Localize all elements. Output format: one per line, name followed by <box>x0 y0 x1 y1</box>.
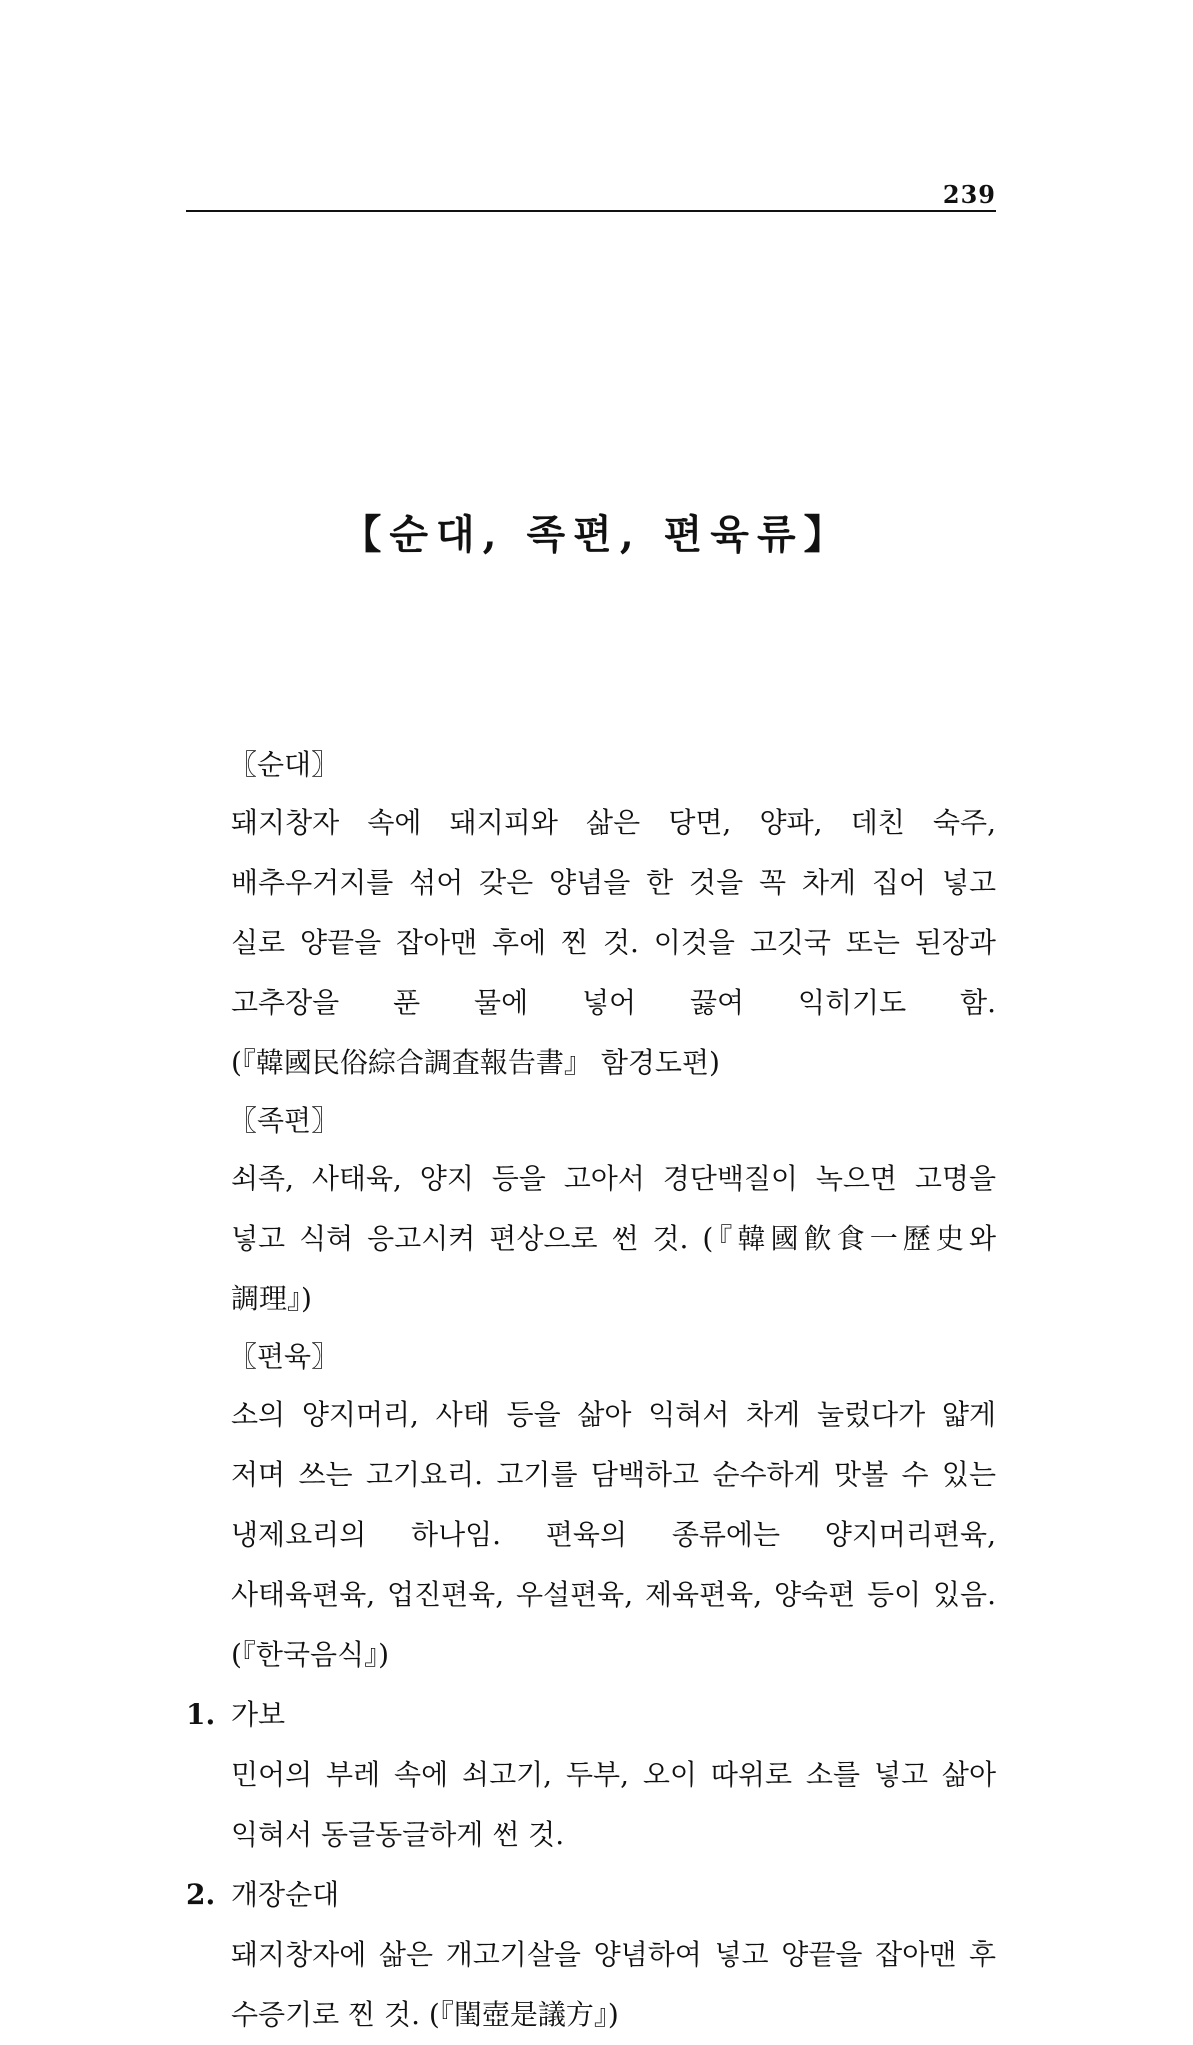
section-text: 소의 양지머리, 사태 등을 삶아 익혀서 차게 눌렀다가 얇게 저며 쓰는 고기요리. 고기를 담백하고 순수하게 맛볼 수 있는 냉제요리의 하나임. 편육의 종류에는 양지머리편육, 사태육편육, 업진편육, 우설편육, 제육편육, 양숙편 등이 있음. (『한국음식』) <box>231 1398 996 1671</box>
entry-number: 2. <box>186 1878 216 1911</box>
chapter-title: 【순대, 족편, 편육류】 <box>341 511 852 558</box>
entry-title: 가보 <box>231 1698 286 1731</box>
entry-text: 돼지창자에 삶은 개고기살을 양념하여 넣고 양끝을 잡아맨 후 수증기로 찐 것. (『閨壺是議方』) <box>231 1938 996 2031</box>
section-pyeonyuk <box>186 1329 996 1685</box>
page-number: 239 <box>942 180 996 209</box>
section-jokpyeon <box>186 1093 996 1329</box>
entry-gaejang-sundae <box>186 1865 996 2045</box>
section-text: 돼지창자 속에 돼지피와 삶은 당면, 양파, 데친 숙주, 배추우거지를 섞어 갖은 양념을 한 것을 꼭 차게 집어 넣고 실로 양끝을 잡아맨 후에 찐 것. 이것을 고깃국 또는 된장과 고추장을 푼 물에 넣어 끓여 익히기도 함. (『韓國民俗綜合調査報告書』 함경도편) <box>231 806 996 1079</box>
entry-text: 민어의 부레 속에 쇠고기, 두부, 오이 따위로 소를 넣고 삶아 익혀서 동글동글하게 썬 것. <box>231 1758 996 1851</box>
section-label: 〖편육〗 <box>229 1340 340 1373</box>
entry-number: 1. <box>186 1698 216 1731</box>
section-label: 〖순대〗 <box>229 748 340 781</box>
section-label: 〖족편〗 <box>229 1104 340 1137</box>
section-sundae <box>186 737 996 1093</box>
section-text: 쇠족, 사태육, 양지 등을 고아서 경단백질이 녹으면 고명을 넣고 식혀 응고시켜 편상으로 썬 것. (『韓國飮食一歷史와 調理』) <box>231 1162 996 1315</box>
page-body <box>186 737 996 2045</box>
entry-heading <box>186 1865 996 1925</box>
entry-gabo <box>186 1685 996 1865</box>
entry-heading <box>186 1685 996 1745</box>
entry-title: 개장순대 <box>231 1878 340 1911</box>
header-rule <box>186 210 996 212</box>
